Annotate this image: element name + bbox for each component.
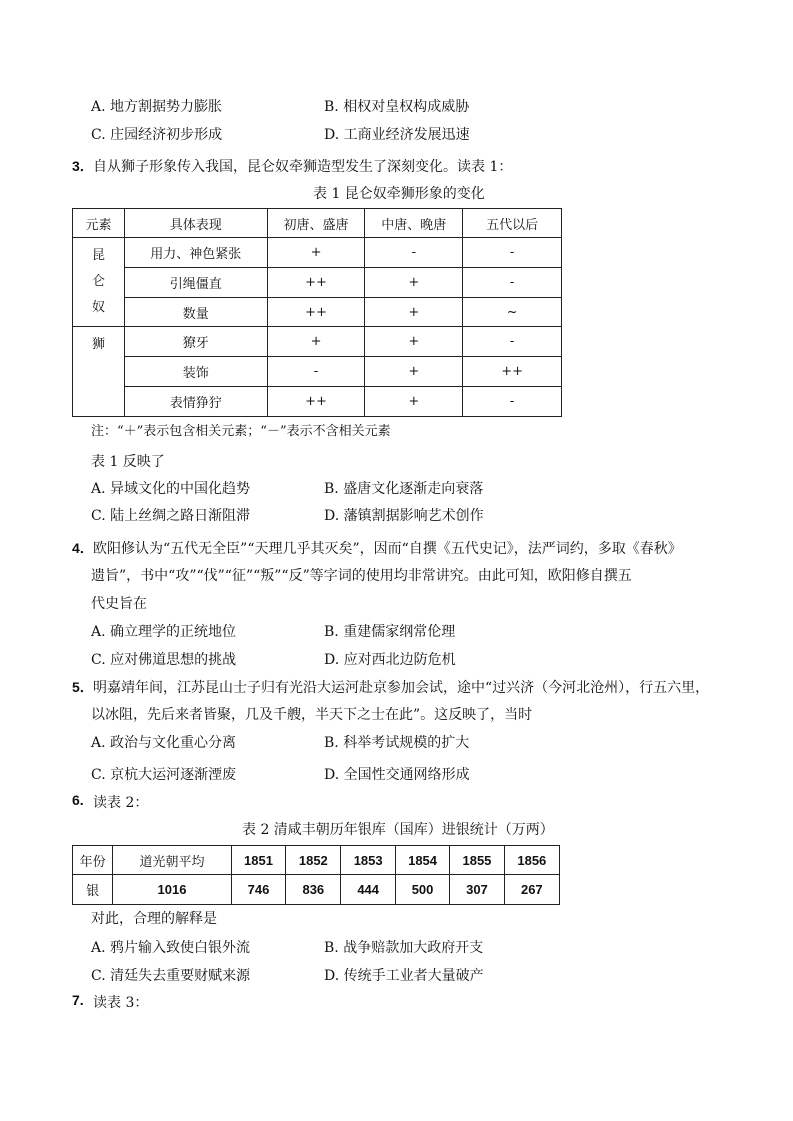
q4-number: 4．: [72, 540, 94, 556]
table1-cell: +: [365, 268, 463, 298]
table1-cell: ~: [463, 298, 562, 327]
table1-cell: 装饰: [124, 357, 267, 387]
table2-header: 1853: [341, 846, 395, 875]
q2-option-d: D. 工商业经济发展迅速: [324, 127, 470, 143]
table1-cell: 獠牙: [124, 327, 267, 357]
table-row: [73, 238, 562, 268]
table2-cell: 307: [450, 875, 504, 905]
q5-option-c: C. 京杭大运河逐渐湮废: [91, 767, 237, 783]
table1-cell: +: [365, 327, 463, 357]
table1-group-kunlunnu: 昆仑奴: [73, 238, 125, 327]
q5-line2: 以冰阻，先后来者皆聚，几及千艘，半天下之士在此”。这反映了，当时: [91, 707, 533, 723]
q5-number: 5．: [72, 679, 94, 695]
q4-line3: 代史旨在: [91, 596, 147, 612]
table1-cell: -: [463, 268, 562, 298]
table2-header: 1856: [504, 846, 559, 875]
table1-caption: 表 1 昆仑奴牵狮形象的变化: [313, 186, 485, 202]
table2-cell: 500: [395, 875, 449, 905]
q2-option-c: C. 庄园经济初步形成: [91, 127, 223, 143]
q6-number: 6.: [72, 792, 84, 808]
q2-option-b: B. 相权对皇权构成威胁: [324, 99, 470, 115]
table2-cell: 银: [73, 875, 113, 905]
table2-header: 1855: [450, 846, 504, 875]
table1-cell: 引绳僵直: [124, 268, 267, 298]
table2-header: 1851: [231, 846, 285, 875]
q7-stem: 读表 3：: [93, 995, 149, 1011]
table1-cell: 数量: [124, 298, 267, 327]
q3-number: 3．: [72, 158, 94, 174]
q6-ask: 对此，合理的解释是: [91, 911, 217, 927]
table2-header: 道光朝平均: [113, 846, 232, 875]
table2-cell: 267: [504, 875, 559, 905]
q3-stem: 自从狮子形象传入我国，昆仑奴牵狮造型发生了深刻变化。读表 1：: [93, 159, 513, 175]
table1-header: 具体表现: [124, 209, 267, 238]
table2-cell: 836: [286, 875, 341, 905]
q3-ask: 表 1 反映了: [91, 454, 165, 470]
table-row: [73, 298, 562, 327]
table2-header: 1852: [286, 846, 341, 875]
table1-header: 初唐、盛唐: [267, 209, 365, 238]
table1-cell: ++: [463, 357, 562, 387]
q2-option-a: A. 地方割据势力膨胀: [91, 99, 223, 115]
table1-cell: -: [463, 238, 562, 268]
table1-note: 注：“＋”表示包含相关元素；“－”表示不含相关元素: [91, 424, 391, 439]
table1-cell: +: [365, 357, 463, 387]
table1-cell: +: [267, 327, 365, 357]
q3-option-d: D. 藩镇割据影响艺术创作: [324, 508, 484, 524]
q5-option-b: B. 科举考试规模的扩大: [324, 735, 470, 751]
table1-cell: -: [463, 327, 562, 357]
table1-cell: -: [267, 357, 365, 387]
q5-option-a: A. 政治与文化重心分离: [91, 735, 237, 751]
table1-header: 元素: [73, 209, 125, 238]
table-row: [73, 327, 562, 357]
q4-line2: 遗旨”，书中“攻”“伐”“征”“叛”“反”等字词的使用均非常讲究。由此可知，欧阳修自撰五: [91, 568, 632, 584]
q5-option-d: D. 全国性交通网络形成: [324, 767, 470, 783]
table1: [72, 208, 562, 417]
table-row: [73, 357, 562, 387]
table2-cell: 444: [341, 875, 395, 905]
table-row: [73, 268, 562, 298]
table-row: [73, 875, 560, 905]
table2-cell: 746: [231, 875, 285, 905]
table1-cell: -: [365, 238, 463, 268]
q4-option-a: A. 确立理学的正统地位: [91, 624, 237, 640]
table1-cell: ++: [267, 298, 365, 327]
table1-group-lion: 狮: [73, 327, 125, 417]
q6-option-d: D. 传统手工业者大量破产: [324, 968, 484, 984]
table1-cell: 用力、神色紧张: [124, 238, 267, 268]
table1-header: 五代以后: [463, 209, 562, 238]
q4-line1: 欧阳修认为“五代无全臣”“天理几乎其灭矣”，因而“自撰《五代史记》，法严词约，多取《春秋》: [93, 541, 682, 557]
table2-cell: 1016: [113, 875, 232, 905]
q7-number: 7.: [72, 992, 84, 1008]
q3-option-b: B. 盛唐文化逐渐走向衰落: [324, 481, 484, 497]
q4-option-c: C. 应对佛道思想的挑战: [91, 652, 237, 668]
table1-cell: ++: [267, 268, 365, 298]
table-row: [73, 387, 562, 417]
q6-stem: 读表 2：: [93, 795, 149, 811]
table1-header: 中唐、晚唐: [365, 209, 463, 238]
table1-cell: -: [463, 387, 562, 417]
table1-header-row: [73, 209, 562, 238]
q3-option-c: C. 陆上丝绸之路日渐阻滞: [91, 508, 251, 524]
q6-option-a: A. 鸦片输入致使白银外流: [91, 940, 251, 956]
table2-caption: 表 2 清咸丰朝历年银库（国库）进银统计（万两）: [242, 822, 554, 838]
table1-cell: 表情狰狞: [124, 387, 267, 417]
q4-option-b: B. 重建儒家纲常伦理: [324, 624, 456, 640]
table2-header-row: [73, 846, 560, 875]
q6-option-c: C. 清廷失去重要财赋来源: [91, 968, 251, 984]
q4-option-d: D. 应对西北边防危机: [324, 652, 456, 668]
table2-header: 1854: [395, 846, 449, 875]
table1-cell: +: [365, 298, 463, 327]
table1-cell: +: [267, 238, 365, 268]
table1-cell: ++: [267, 387, 365, 417]
q6-option-b: B. 战争赔款加大政府开支: [324, 940, 484, 956]
table1-cell: +: [365, 387, 463, 417]
table2-header: 年份: [73, 846, 113, 875]
q3-option-a: A. 异域文化的中国化趋势: [91, 481, 251, 497]
table2: [72, 845, 560, 905]
q5-line1: 明嘉靖年间，江苏昆山士子归有光沿大运河赴京参加会试，途中“过兴济（今河北沧州），行五六里，: [93, 680, 710, 696]
